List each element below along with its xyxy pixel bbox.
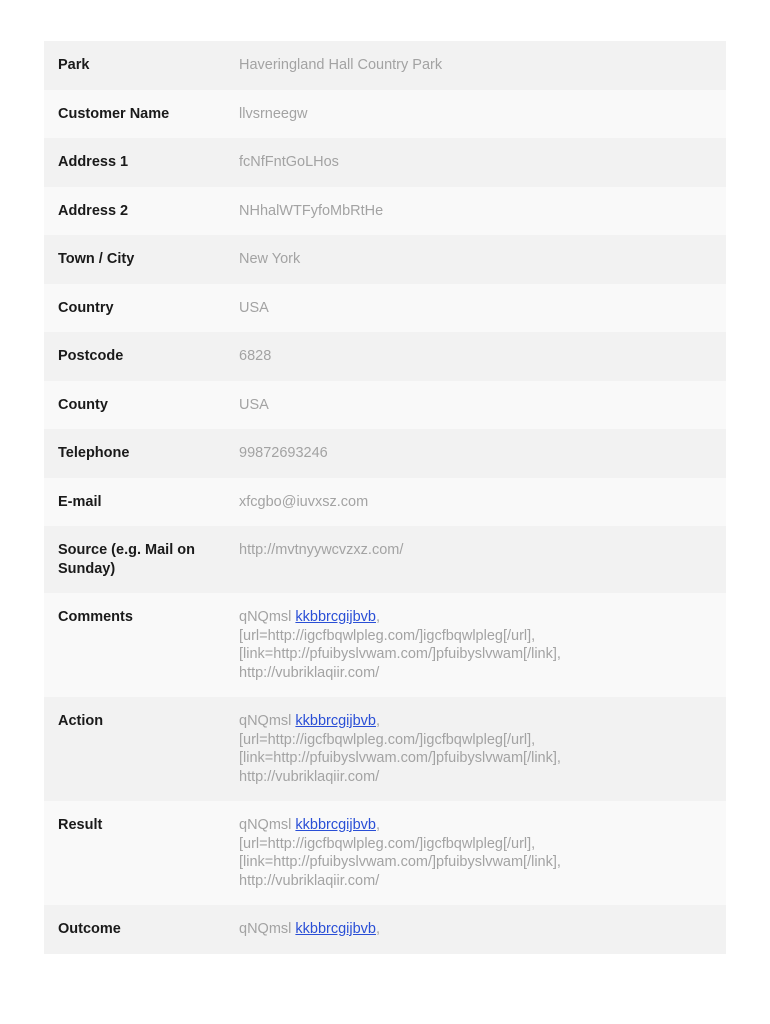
telephone-label: Telephone xyxy=(58,445,130,461)
comments-comma: , xyxy=(376,609,381,625)
customer-name-value: llvsrneegw xyxy=(239,105,308,122)
outcome-link[interactable]: kkbbrcgijbvb xyxy=(295,921,376,937)
result-line-3: [link=http://pfuibyslvwam.com/]pfuibyslvwam[/link], xyxy=(239,854,561,870)
outcome-value xyxy=(225,905,726,954)
action-label: Action xyxy=(58,713,104,729)
country-value: USA xyxy=(239,299,269,316)
row-park xyxy=(44,41,726,90)
result-link[interactable]: kkbbrcgijbvb xyxy=(295,817,376,833)
outcome-comma: , xyxy=(376,921,381,937)
action-link[interactable]: kkbbrcgijbvb xyxy=(295,713,376,729)
email-value: xfcgbo@iuvxsz.com xyxy=(239,493,369,510)
result-value xyxy=(225,801,726,905)
result-line-4: http://vubriklaqiir.com/ xyxy=(239,872,380,889)
row-county xyxy=(44,381,726,430)
row-outcome xyxy=(44,905,726,954)
action-line-4: http://vubriklaqiir.com/ xyxy=(239,768,380,785)
county-value: USA xyxy=(239,396,269,413)
row-customer-name xyxy=(44,90,726,139)
town-city-value: New York xyxy=(239,251,301,267)
comments-value xyxy=(225,593,726,697)
outcome-label: Outcome xyxy=(58,921,121,937)
row-source xyxy=(44,526,726,593)
postcode-label: Postcode xyxy=(58,348,124,364)
action-value xyxy=(225,697,726,801)
source-value: http://mvtnyywcvzxz.com/ xyxy=(239,542,404,558)
row-result xyxy=(44,801,726,905)
comments-link[interactable]: kkbbrcgijbvb xyxy=(295,609,376,625)
row-town-city xyxy=(44,235,726,284)
address-1-value: fcNfFntGoLHos xyxy=(239,154,339,170)
row-telephone xyxy=(44,429,726,478)
park-label: Park xyxy=(58,57,90,73)
row-postcode xyxy=(44,332,726,381)
row-action xyxy=(44,697,726,801)
park-value: Haveringland Hall Country Park xyxy=(239,57,443,73)
action-prefix: qNQmsl xyxy=(239,713,296,729)
comments-label: Comments xyxy=(58,609,133,625)
row-comments xyxy=(44,593,726,697)
row-country xyxy=(44,284,726,333)
action-line-2: [url=http://igcfbqwlpleg.com/]igcfbqwlpleg[/url], xyxy=(239,731,536,748)
comments-line-3: [link=http://pfuibyslvwam.com/]pfuibyslvwam[/link], xyxy=(239,646,561,662)
result-prefix: qNQmsl xyxy=(239,817,296,833)
action-comma: , xyxy=(376,713,381,729)
postcode-value: 6828 xyxy=(239,348,272,364)
town-city-label: Town / City xyxy=(58,251,135,267)
address-2-value: NHhalWTFyfoMbRtHe xyxy=(239,202,384,219)
action-line-3: [link=http://pfuibyslvwam.com/]pfuibyslvwam[/link], xyxy=(239,750,561,766)
country-label: Country xyxy=(58,299,114,316)
comments-prefix: qNQmsl xyxy=(239,609,296,625)
row-email xyxy=(44,478,726,527)
telephone-value: 99872693246 xyxy=(239,445,328,461)
county-label: County xyxy=(58,396,108,413)
outcome-prefix: qNQmsl xyxy=(239,921,296,937)
email-label: E-mail xyxy=(58,493,102,510)
result-label: Result xyxy=(58,817,103,833)
row-address-1 xyxy=(44,138,726,187)
comments-line-4: http://vubriklaqiir.com/ xyxy=(239,664,380,681)
customer-name-label: Customer Name xyxy=(58,105,170,122)
row-address-2 xyxy=(44,187,726,236)
result-comma: , xyxy=(376,817,381,833)
comments-line-2: [url=http://igcfbqwlpleg.com/]igcfbqwlpleg[/url], xyxy=(239,627,536,644)
address-1-label: Address 1 xyxy=(58,154,129,170)
result-line-2: [url=http://igcfbqwlpleg.com/]igcfbqwlpleg[/url], xyxy=(239,835,536,852)
source-label: Source (e.g. Mail on Sunday) xyxy=(58,542,195,577)
address-2-label: Address 2 xyxy=(58,202,129,219)
customer-record-table xyxy=(44,41,726,954)
